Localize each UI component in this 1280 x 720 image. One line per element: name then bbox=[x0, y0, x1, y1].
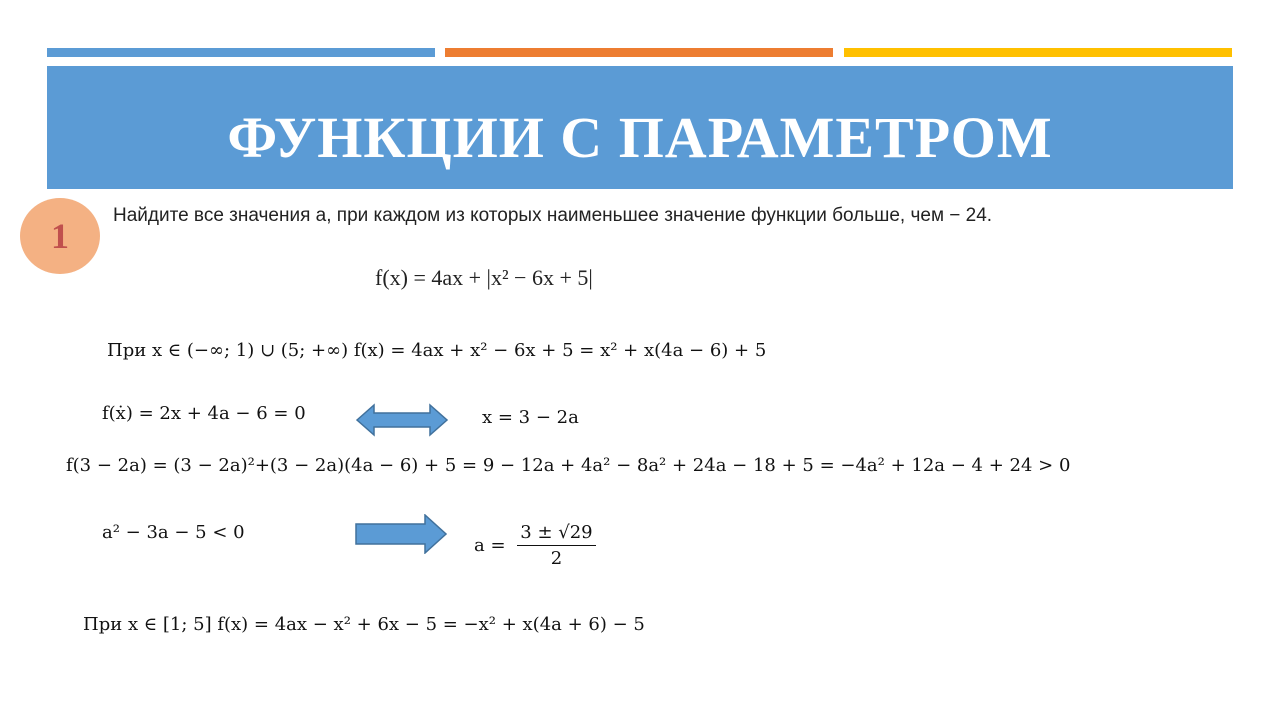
parameter-inequality: a² − 3a − 5 < 0 bbox=[102, 522, 245, 543]
solution-case-outside: При x ∈ (−∞; 1) ∪ (5; +∞) f(x) = 4ax + x² − 6x + 5 = x² + x(4a − 6) + 5 bbox=[107, 340, 767, 361]
minimum-value-expansion: f(3 − 2a) = (3 − 2a)²+(3 − 2a)(4a − 6) + 5 = 9 − 12a + 4a² − 8a² + 24a − 18 + 5 = −4a² + 12a − 4 + 24 > 0 bbox=[66, 455, 1071, 476]
task-number-badge bbox=[20, 198, 100, 274]
parameter-roots bbox=[474, 522, 596, 569]
title-band bbox=[47, 66, 1233, 189]
answer-lhs: a = bbox=[474, 535, 506, 556]
task-number: 1 bbox=[51, 216, 69, 256]
solution-case-inside: При x ∈ [1; 5] f(x) = 4ax − x² + 6x − 5 = −x² + x(4a + 6) − 5 bbox=[83, 614, 645, 635]
right-arrow-icon bbox=[355, 514, 447, 554]
accent-stripe-blue bbox=[47, 48, 435, 57]
task-function: f(x) = 4ax + |x² − 6x + 5| bbox=[375, 265, 593, 290]
accent-stripe-yellow bbox=[844, 48, 1232, 57]
answer-numerator: 3 ± √29 bbox=[517, 522, 595, 546]
slide-title: ФУНКЦИИ С ПАРАМЕТРОМ bbox=[227, 105, 1053, 170]
answer-denominator: 2 bbox=[550, 548, 563, 569]
double-arrow-icon bbox=[356, 403, 448, 437]
task-statement: Найдите все значения a, при каждом из которых наименьшее значение функции больше, чем − 24. bbox=[113, 205, 993, 226]
accent-stripe-orange bbox=[445, 48, 833, 57]
answer-fraction bbox=[517, 522, 595, 569]
derivative-equation: f(ẋ) = 2x + 4a − 6 = 0 bbox=[102, 403, 306, 424]
vertex-root: x = 3 − 2a bbox=[482, 407, 579, 428]
